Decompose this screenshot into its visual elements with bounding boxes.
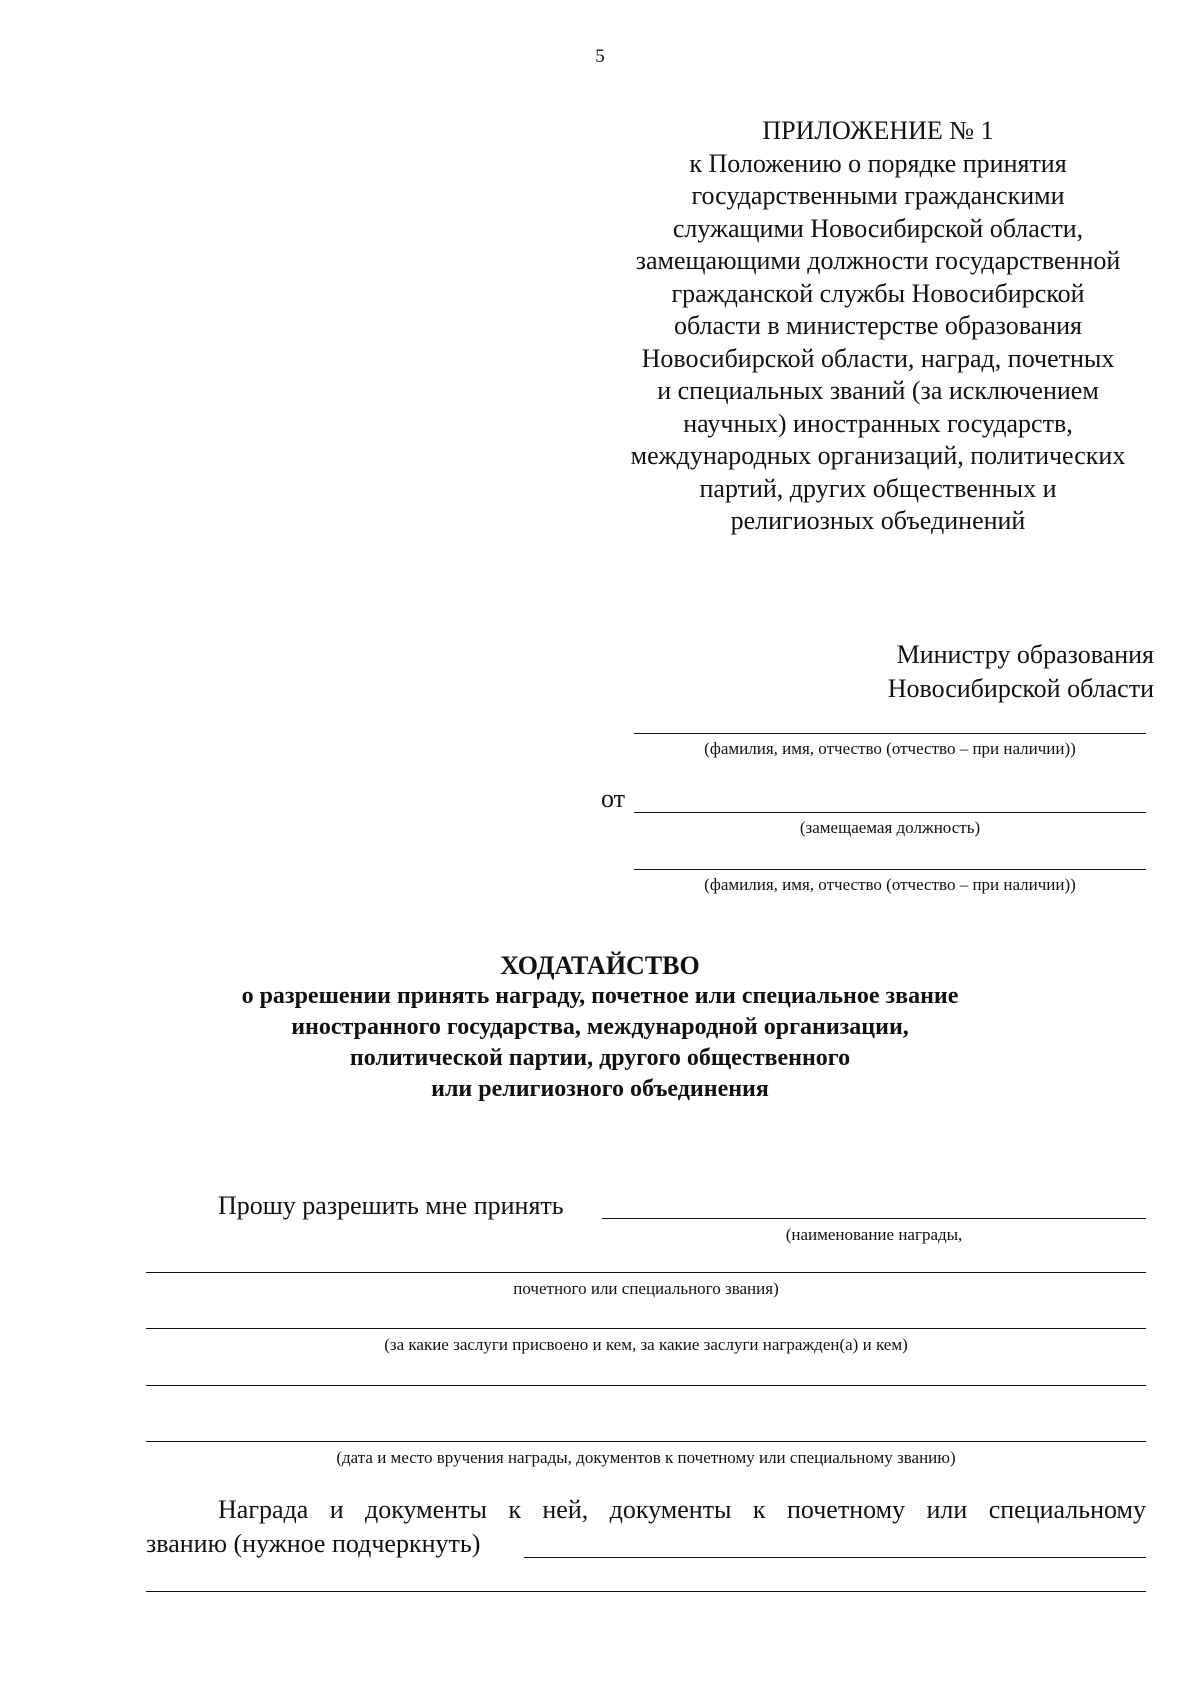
petition-subtitle-line: или религиозного объединения xyxy=(431,1076,769,1102)
addressee-block xyxy=(888,638,1154,706)
appendix-line: Новосибирской области, наград, почетных xyxy=(641,343,1115,373)
applicant-name-caption: (фамилия, имя, отчество (отчество – при наличии)) xyxy=(704,875,1076,894)
applicant-name-field[interactable] xyxy=(634,869,1146,870)
merits-field[interactable] xyxy=(146,1328,1146,1329)
request-lead: Прошу разрешить мне принять xyxy=(218,1191,564,1220)
title-name-caption: почетного или специального звания) xyxy=(513,1279,779,1298)
addressee-line-1: Министру образования xyxy=(896,640,1154,669)
date-place-field[interactable] xyxy=(146,1441,1146,1442)
award-name-field[interactable] xyxy=(602,1218,1146,1219)
merits-field-2[interactable] xyxy=(146,1385,1146,1386)
appendix-line: международных организаций, политических xyxy=(630,441,1126,470)
petition-subtitle-line: политической партии, другого общественного xyxy=(349,1045,851,1071)
documents-line-2: званию (нужное подчеркнуть) xyxy=(146,1529,481,1558)
documents-line-1: Награда и документы к ней, документы к почетному или специальному xyxy=(218,1495,1146,1524)
position-caption: (замещаемая должность) xyxy=(799,818,981,837)
petition-subtitle-line: о разрешении принять награду, почетное или специальное звание xyxy=(241,983,959,1009)
award-name-caption: (наименование награды, xyxy=(785,1225,963,1244)
documents-field-2[interactable] xyxy=(146,1591,1146,1592)
appendix-line: религиозных объединений xyxy=(730,506,1026,535)
petition-heading xyxy=(0,950,1200,1105)
appendix-line: области в министерстве образования xyxy=(673,311,1083,340)
merits-caption: (за какие заслуги присвоено и кем, за какие заслуги награжден(а) и кем) xyxy=(384,1335,908,1354)
title-name-field[interactable] xyxy=(146,1272,1146,1273)
position-field[interactable] xyxy=(634,812,1146,813)
minister-name-field[interactable] xyxy=(634,733,1146,734)
appendix-line: государственными гражданскими xyxy=(691,181,1065,210)
page-number: 5 xyxy=(595,46,605,67)
appendix-line: замещающими должности государственной xyxy=(635,246,1121,275)
appendix-block xyxy=(598,115,1158,538)
appendix-line: научных) иностранных государств, xyxy=(683,408,1073,438)
minister-name-caption: (фамилия, имя, отчество (отчество – при наличии)) xyxy=(704,739,1076,758)
petition-subtitle xyxy=(0,981,1200,1105)
appendix-line: гражданской службы Новосибирской xyxy=(671,278,1085,308)
petition-subtitle-line: иностранного государства, международной организации, xyxy=(291,1014,909,1040)
addressee-line-2: Новосибирской области xyxy=(887,674,1154,703)
documents-field[interactable] xyxy=(524,1557,1146,1558)
appendix-line: служащими Новосибирской области, xyxy=(672,213,1084,243)
date-place-caption: (дата и место вручения награды, документов к почетному или специальному званию) xyxy=(336,1448,956,1467)
appendix-line: и специальных званий (за исключением xyxy=(657,376,1099,405)
appendix-title: ПРИЛОЖЕНИЕ № 1 xyxy=(762,116,994,145)
appendix-line: партий, других общественных и xyxy=(699,473,1057,503)
petition-title: ХОДАТАЙСТВО xyxy=(500,951,700,980)
appendix-lines xyxy=(598,148,1158,538)
appendix-line: к Положению о порядке принятия xyxy=(689,148,1067,178)
from-label: от xyxy=(601,784,626,813)
